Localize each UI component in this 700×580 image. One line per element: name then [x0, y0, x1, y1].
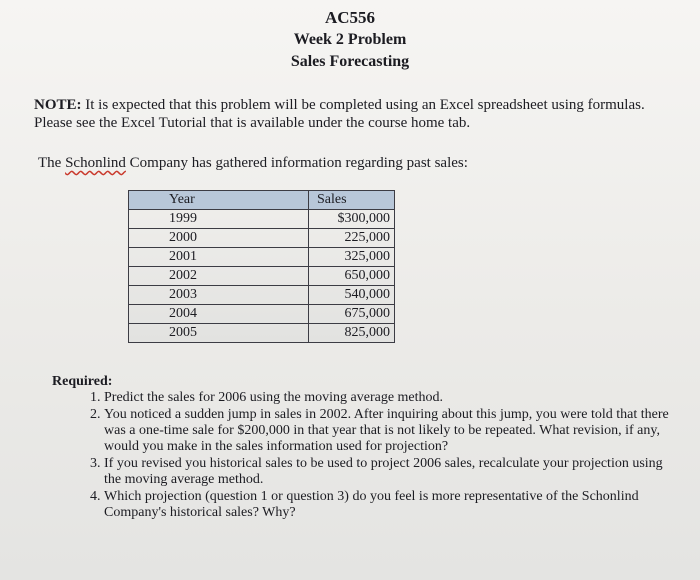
table-row [129, 305, 395, 324]
required-list [76, 390, 674, 522]
document-header [0, 6, 700, 73]
sales-cell: 540,000 [309, 286, 395, 305]
year-column-header: Year [129, 191, 309, 210]
intro-sentence [38, 154, 468, 172]
note-paragraph [34, 96, 654, 132]
company-name: Schonlind [65, 155, 126, 171]
required-item-2: 2. You noticed a sudden jump in sales in 2002. After inquiring about this jump, you were told that there was a one-time sale for $200,000 in that year that is not likely to be repeated. What revision, if any, would you make in the sales information used for projection? [104, 407, 674, 455]
sales-table [128, 190, 395, 343]
year-cell: 2002 [129, 267, 309, 286]
intro-prefix: The [38, 155, 66, 171]
table-row [129, 324, 395, 343]
topic-title: Sales Forecasting [290, 53, 410, 70]
year-cell: 1999 [129, 210, 309, 229]
sales-cell: 650,000 [309, 267, 395, 286]
note-text: It is expected that this problem will be completed using an Excel spreadsheet using formulas. Please see the Excel Tutorial that is available under the course home tab. [34, 97, 645, 131]
week-title: Week 2 Problem [293, 31, 407, 48]
year-cell: 2003 [129, 286, 309, 305]
sales-cell: 825,000 [309, 324, 395, 343]
table-row [129, 286, 395, 305]
required-item-3: 3. If you revised you historical sales to be used to project 2006 sales, recalculate your projection using the moving average method. [104, 456, 674, 488]
year-cell: 2001 [129, 248, 309, 267]
year-cell: 2000 [129, 229, 309, 248]
sales-cell: 225,000 [309, 229, 395, 248]
year-cell: 2004 [129, 305, 309, 324]
sales-cell: 675,000 [309, 305, 395, 324]
table-row [129, 267, 395, 286]
required-item-4: 4. Which projection (question 1 or question 3) do you feel is more representative of the Schonlind Company's historical sales? Why? [104, 489, 674, 521]
sales-cell: 325,000 [309, 248, 395, 267]
course-code: AC556 [324, 8, 376, 27]
table-row [129, 210, 395, 229]
year-cell: 2005 [129, 324, 309, 343]
required-heading: Required: [52, 374, 113, 389]
note-label: NOTE: [34, 97, 82, 113]
table-row [129, 229, 395, 248]
table-row [129, 248, 395, 267]
table-header-row [129, 191, 395, 210]
intro-suffix: Company has gathered information regarding past sales: [125, 155, 468, 171]
sales-column-header: Sales [309, 191, 395, 210]
sales-cell: $300,000 [309, 210, 395, 229]
required-item-1: 1. Predict the sales for 2006 using the moving average method. [104, 390, 674, 406]
